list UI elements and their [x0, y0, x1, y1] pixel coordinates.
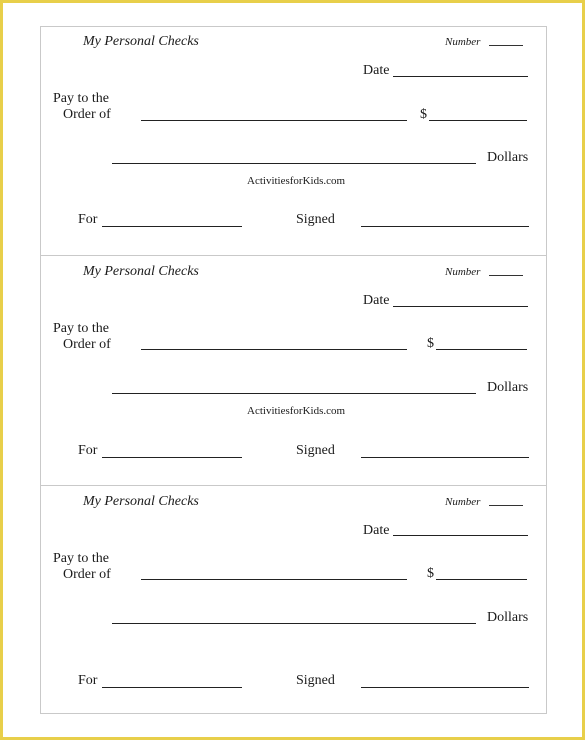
pay-to-label	[53, 321, 111, 353]
written-amount-line[interactable]	[112, 393, 476, 394]
dollars-label: Dollars	[487, 150, 529, 165]
dollars-label: Dollars	[487, 380, 529, 395]
amount-line[interactable]	[429, 120, 527, 121]
website-label: ActivitiesforKids.com	[247, 405, 346, 417]
signed-label: Signed	[296, 443, 335, 458]
number-label: Number	[445, 266, 481, 278]
pay-to-line1: Pay to the	[53, 91, 109, 106]
check-3	[40, 485, 547, 715]
date-label: Date	[363, 63, 390, 78]
for-label: For	[78, 443, 98, 458]
amount-line[interactable]	[436, 579, 527, 580]
signature-line[interactable]	[361, 457, 529, 458]
dollars-label: Dollars	[487, 610, 529, 625]
payee-line[interactable]	[141, 120, 407, 121]
written-amount-line[interactable]	[112, 623, 476, 624]
number-label: Number	[445, 496, 481, 508]
date-line[interactable]	[393, 535, 528, 536]
check-2	[40, 255, 547, 485]
payee-line[interactable]	[141, 579, 407, 580]
number-line[interactable]	[489, 275, 523, 276]
check-title: My Personal Checks	[83, 34, 199, 49]
memo-line[interactable]	[102, 687, 242, 688]
dollar-sign: $	[427, 336, 434, 351]
number-label: Number	[445, 36, 481, 48]
check-1	[40, 26, 547, 256]
pay-to-line1: Pay to the	[53, 551, 109, 566]
signed-label: Signed	[296, 673, 335, 688]
date-line[interactable]	[393, 306, 528, 307]
pay-to-label	[53, 91, 111, 123]
date-label: Date	[363, 523, 390, 538]
memo-line[interactable]	[102, 226, 242, 227]
date-line[interactable]	[393, 76, 528, 77]
pay-to-label	[53, 551, 111, 583]
signature-line[interactable]	[361, 226, 529, 227]
pay-to-line2: Order of	[63, 337, 111, 352]
pay-to-line2: Order of	[63, 107, 111, 122]
dollar-sign: $	[420, 107, 427, 122]
amount-line[interactable]	[436, 349, 527, 350]
check-title: My Personal Checks	[83, 494, 199, 509]
memo-line[interactable]	[102, 457, 242, 458]
payee-line[interactable]	[141, 349, 407, 350]
number-line[interactable]	[489, 45, 523, 46]
pay-to-line1: Pay to the	[53, 321, 109, 336]
check-title: My Personal Checks	[83, 264, 199, 279]
for-label: For	[78, 212, 98, 227]
written-amount-line[interactable]	[112, 163, 476, 164]
dollar-sign: $	[427, 566, 434, 581]
signed-label: Signed	[296, 212, 335, 227]
for-label: For	[78, 673, 98, 688]
number-line[interactable]	[489, 505, 523, 506]
date-label: Date	[363, 293, 390, 308]
pay-to-line2: Order of	[63, 567, 111, 582]
website-label: ActivitiesforKids.com	[247, 175, 346, 187]
signature-line[interactable]	[361, 687, 529, 688]
